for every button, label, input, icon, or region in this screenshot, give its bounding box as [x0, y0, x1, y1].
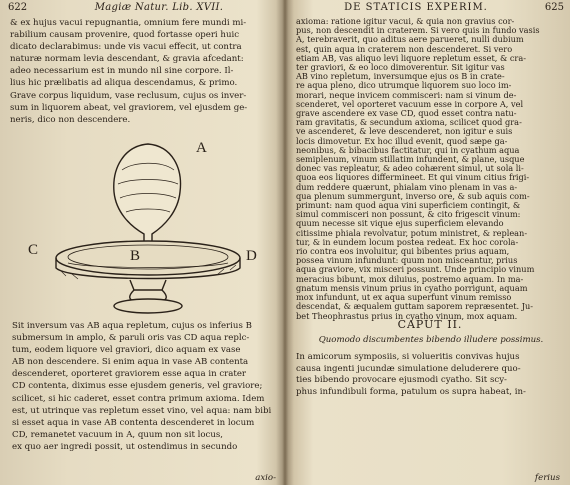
- right-page-number: 625: [544, 2, 564, 13]
- text-line: tum, eodem liquore vel graviori, dico aquam ex vase: [12, 345, 241, 356]
- text-line: descendat, & æqualem guttam saporem repræsentet. Ju-: [296, 302, 534, 312]
- text-line: neris, dico non descendere.: [10, 114, 131, 125]
- text-line: ties bibendo provocare ejusmodi cyatho. Sit scy-: [296, 375, 507, 385]
- left-top-text: [10, 17, 280, 126]
- right-running-head: DE STATICIS EXPERIM.: [344, 2, 488, 13]
- text-line: AB non descendere. Si enim aqua in vase AB contenta: [12, 357, 249, 368]
- text-line: In amicorum symposiis, si volueritis convivas hujus: [296, 352, 520, 362]
- text-line: ram gravitatis, & secundum axioma, scilicet quod gra-: [296, 118, 522, 128]
- text-line: neonibus, & bibacibus factitatur, qui in cyathum aqua: [296, 145, 520, 155]
- text-line: quoa eos liquores differmineet. Et qui vinum citius frigi-: [296, 173, 530, 183]
- chapter-heading: CAPUT II.: [397, 318, 463, 331]
- right-page: [288, 0, 570, 485]
- text-line: si esset aqua in vase AB contenta descenderet in locum: [12, 417, 255, 428]
- inverted-vessel-woodcut: [20, 130, 270, 315]
- text-line: semiplenum, vinum stillatim infundent, & plane, usque: [296, 155, 525, 165]
- label-c: C: [28, 242, 39, 258]
- text-line: descenderet, oporteret graviorem esse aqua in crater: [12, 369, 247, 380]
- text-line: est, ut utrinque vas repletum esset vino, vel aqua: nam bibi: [12, 405, 272, 416]
- text-line: tur, & in eundem locum postea redeat. Ex hoc corola-: [296, 237, 519, 247]
- text-line: dicato declarabimus: unde vis vacui effecit, ut contra: [10, 42, 242, 53]
- text-line: Sit inversum vas AB aqua repletum, cujus os inferius B: [12, 321, 252, 331]
- vessel-illustration: [20, 130, 270, 315]
- text-line: qua plenum summergunt, inverso ore, & sub aquis com-: [296, 191, 530, 201]
- text-line: rabilium causam provenire, quod fortasse operi huic: [10, 30, 240, 41]
- text-line: possea vinum infundunt: quum non misceantur, prius: [296, 256, 518, 266]
- text-line: sum in liquorem abeat, vel graviorem, vel ejusdem ge-: [10, 102, 248, 113]
- text-line: grave ascendere ex vase CD, quod esset contra natu-: [296, 109, 517, 119]
- label-a: A: [196, 140, 207, 156]
- left-running-head: Magiæ Natur. Lib. XVII.: [94, 2, 224, 13]
- text-line: CD, remanetet vacuum in A, quum non sit locus,: [12, 429, 224, 440]
- chapter-subtitle: Quomodo discumbentes bibendo illudere possimus.: [318, 335, 544, 345]
- text-line: pus, non descendit in craterem. Si vero quis in fundo vasis: [296, 26, 540, 36]
- text-line: rio contra eos involuitur, qui bibentes prius aquam,: [296, 247, 510, 257]
- text-line: CD contenta, diximus esse ejusdem generis, vel graviore;: [12, 381, 263, 392]
- text-line: citissime phiala revolvatur, potum ministret, & replean-: [296, 228, 528, 238]
- text-line: scenderet, vel oporteret vacuum esse in corpore A, vel: [296, 99, 524, 109]
- text-line: morari, neque invicem commisceri: nam si vinum de-: [296, 90, 517, 100]
- text-line: phus infundibuli forma, patulum os supra habeat, in-: [296, 386, 526, 397]
- text-line: lius hic prælibatis ad aliqua descendamus, & primo.: [10, 78, 238, 89]
- text-line: ve ascenderet, & leve descenderet, non igitur e suis: [296, 127, 513, 137]
- text-line: est, quin aqua in craterem non descenderet. Si vero: [296, 44, 513, 54]
- left-page: [0, 0, 284, 485]
- text-line: gnatum mensis vinum prius in cyatho porrigunt, aquam: [296, 283, 528, 293]
- text-line: adeo necessarium est in mundo nil sine corpore. Il-: [10, 66, 234, 77]
- right-catchword: ferius: [534, 473, 560, 483]
- left-bottom-text: [12, 320, 280, 453]
- text-line: scilicet, si hic caderet, esset contra primum axioma. Idem: [12, 393, 265, 404]
- text-line: bet Theophrastus prius in cyatho vinum, mox aquam.: [296, 311, 518, 321]
- text-line: naturæ normam levia descendant, & gravia afcedant:: [10, 54, 244, 65]
- text-line: mox infundunt, ut ex aqua superfunt vinum remisso: [296, 293, 512, 303]
- text-line: ex quo aer ingredi possit, ut ostendimus in secundo: [12, 441, 238, 452]
- text-line: axioma: ratione igitur vacui, & quia non gravius cor-: [296, 17, 515, 26]
- right-top-text: [296, 17, 564, 321]
- text-line: primunt: nam quod aqua vini superficiem contingit, &: [296, 201, 521, 211]
- text-line: Grave corpus liquidum, vase reclusum, cujus os inver-: [10, 90, 247, 101]
- text-line: submersum in amplo, & paruli oris vas CD aqua replc-: [12, 333, 250, 344]
- text-line: & ex hujus vacui repugnantia, omnium fere mundi mi-: [10, 18, 247, 28]
- text-line: quum necesse sit vique ejus superficiem elevando: [296, 219, 504, 229]
- text-line: locis dimovetur. Ex hoc illud evenit, quod sæpe ga-: [296, 136, 508, 146]
- text-line: ter graviori, & eo loco dimoverentur. Sit igitur vas: [296, 63, 505, 73]
- text-line: re aqua pleno, dico utrumque liquorem suo loco im-: [296, 81, 512, 91]
- left-page-number: 622: [8, 2, 28, 13]
- text-line: simul commisceri non possunt, & cito frigescit vinum:: [296, 210, 521, 220]
- text-line: AB vino repletum, inversumque ejus os B in crate-: [296, 72, 505, 82]
- text-line: donec vas repleatur, & adeo cohærent simul, ut sola li-: [296, 164, 524, 174]
- text-line: dum reddere quærunt, phialam vino plenam in vas a-: [296, 182, 518, 192]
- right-bottom-text: [296, 352, 564, 398]
- text-line: causa ingenti jucundæ simulatione deluderere quo-: [296, 363, 521, 374]
- text-line: etiam AB, vas aliquo levi liquore repletum esset, & cra-: [296, 53, 526, 63]
- left-catchword: axio-: [255, 473, 276, 483]
- text-line: A, terebraverit, quo aditus aere parueret, nulli dubium: [296, 35, 524, 45]
- label-d: D: [246, 248, 257, 264]
- text-line: aqua graviore, vix misceri possunt. Unde principio vinum: [296, 265, 535, 275]
- text-line: meracius bibunt, mox diluius, postremo aquam. In ma-: [296, 274, 524, 284]
- label-b: B: [130, 248, 141, 264]
